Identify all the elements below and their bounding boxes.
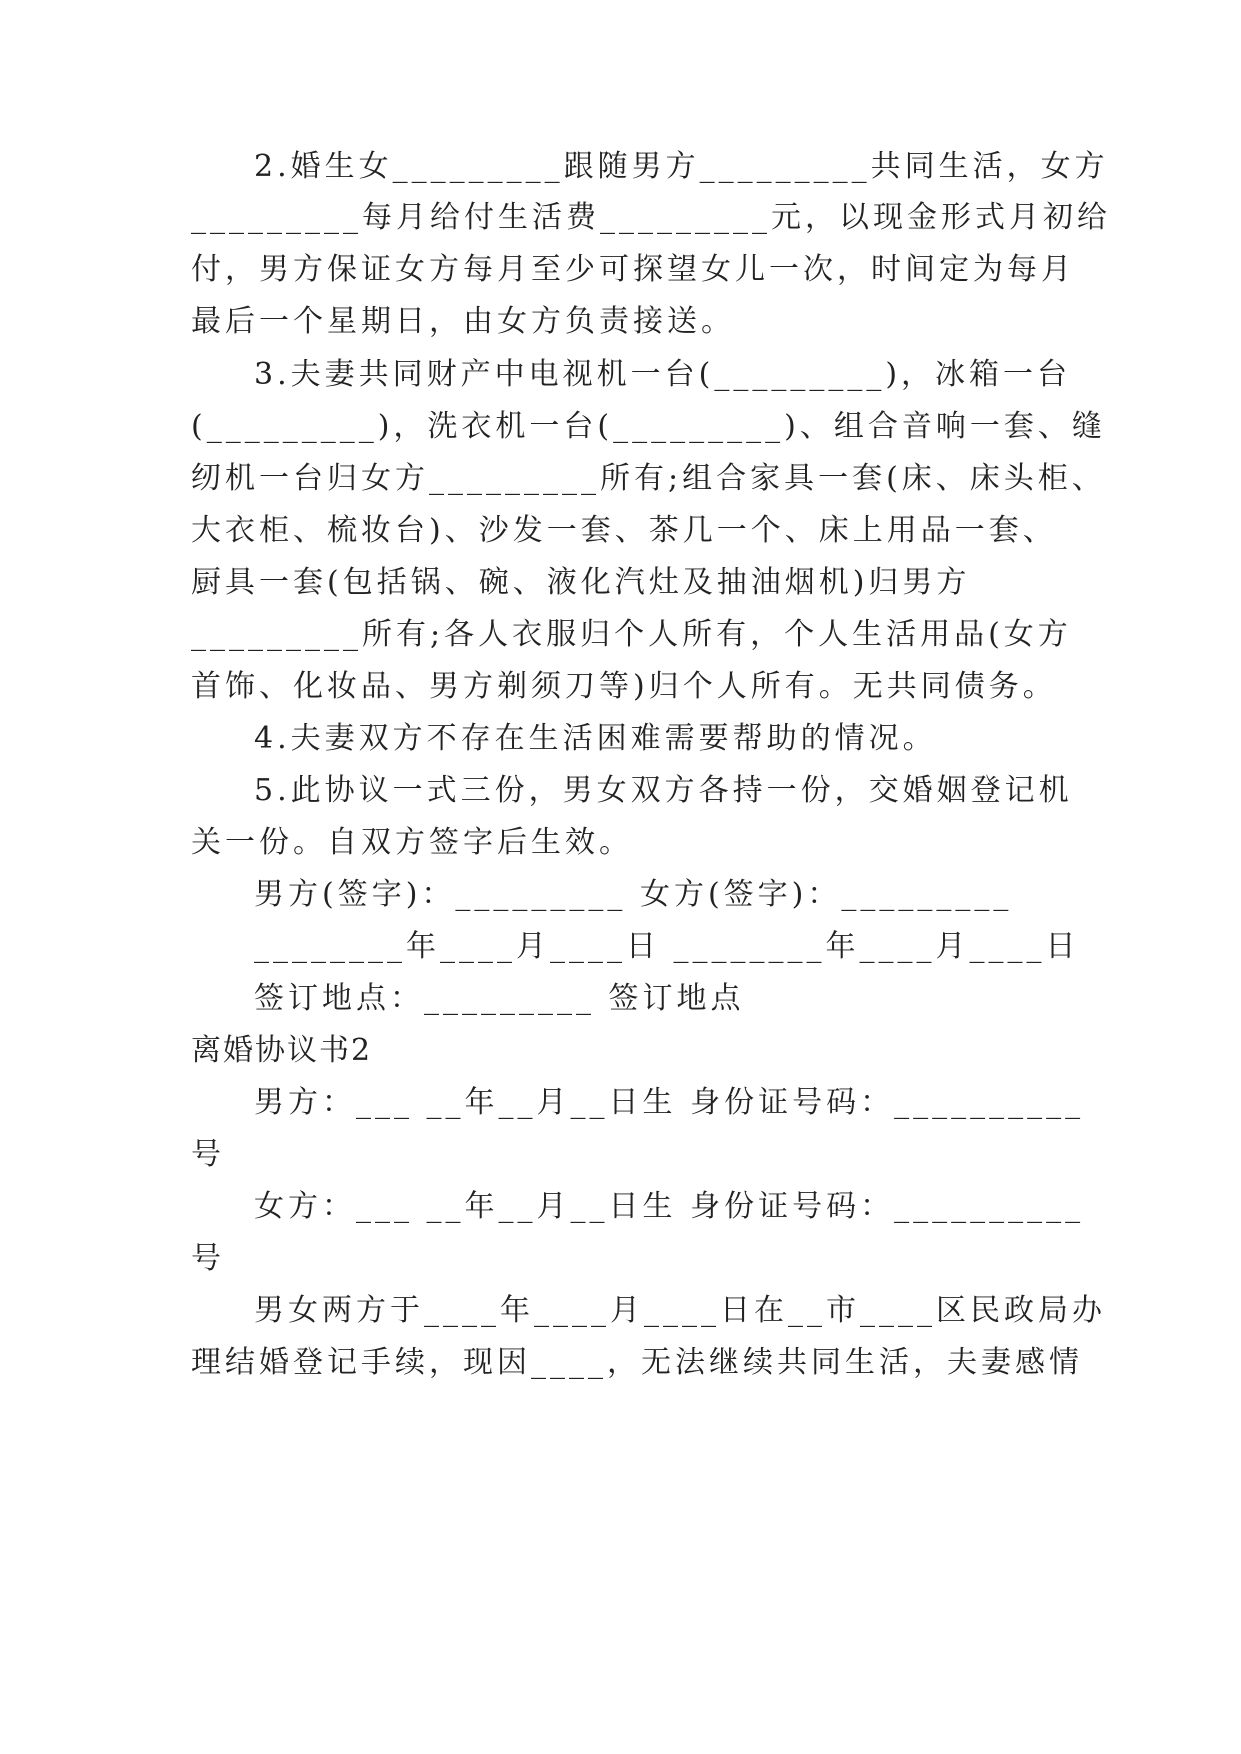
paragraph-line: 纫机一台归女方_________所有;组合家具一套(床、床头柜、: [191, 461, 1106, 496]
paragraph-line: 5.此协议一式三份，男女双方各持一份，交婚姻登记机: [254, 773, 1073, 808]
date-line: ________年____月____日 ________年____月____日: [254, 929, 1080, 964]
party-female-line: 女方：___ __年__月__日生 身份证号码：__________: [254, 1189, 1085, 1224]
paragraph-line: 关一份。自双方签字后生效。: [191, 825, 633, 860]
paragraph-line: 厨具一套(包括锅、碗、液化汽灶及抽油烟机)归男方: [191, 565, 971, 600]
signature-line: 男方(签字)：_________ 女方(签字)：_________: [254, 877, 1013, 912]
paragraph-line: 男女两方于____年____月____日在__市____区民政局办: [254, 1293, 1106, 1328]
paragraph-line: 号: [191, 1137, 225, 1172]
paragraph-line: 2.婚生女_________跟随男方_________共同生活，女方: [254, 149, 1109, 184]
paragraph-line: _________所有;各人衣服归个人所有，个人生活用品(女方: [191, 617, 1072, 652]
paragraph-line: 理结婚登记手续，现因____，无法继续共同生活，夫妻感情: [191, 1345, 1083, 1380]
paragraph-line: 付，男方保证女方每月至少可探望女儿一次，时间定为每月: [191, 252, 1075, 287]
signing-place-line: 签订地点：_________ 签订地点: [254, 981, 745, 1016]
section-title: 离婚协议书2: [191, 1033, 373, 1068]
paragraph-line: 最后一个星期日，由女方负责接送。: [191, 304, 735, 339]
paragraph-line: _________每月给付生活费_________元，以现金形式月初给: [191, 200, 1111, 235]
paragraph-line: 首饰、化妆品、男方剃须刀等)归个人所有。无共同债务。: [191, 669, 1057, 704]
paragraph-line: 4.夫妻双方不存在生活困难需要帮助的情况。: [254, 721, 937, 756]
paragraph-line: 大衣柜、梳妆台)、沙发一套、茶几一个、床上用品一套、: [191, 513, 1057, 548]
party-male-line: 男方：___ __年__月__日生 身份证号码：__________: [254, 1085, 1085, 1120]
paragraph-line: 号: [191, 1241, 225, 1276]
paragraph-line: 3.夫妻共同财产中电视机一台(_________)，冰箱一台: [254, 357, 1072, 392]
paragraph-line: (_________)，洗衣机一台(_________)、组合音响一套、缝: [191, 409, 1106, 444]
